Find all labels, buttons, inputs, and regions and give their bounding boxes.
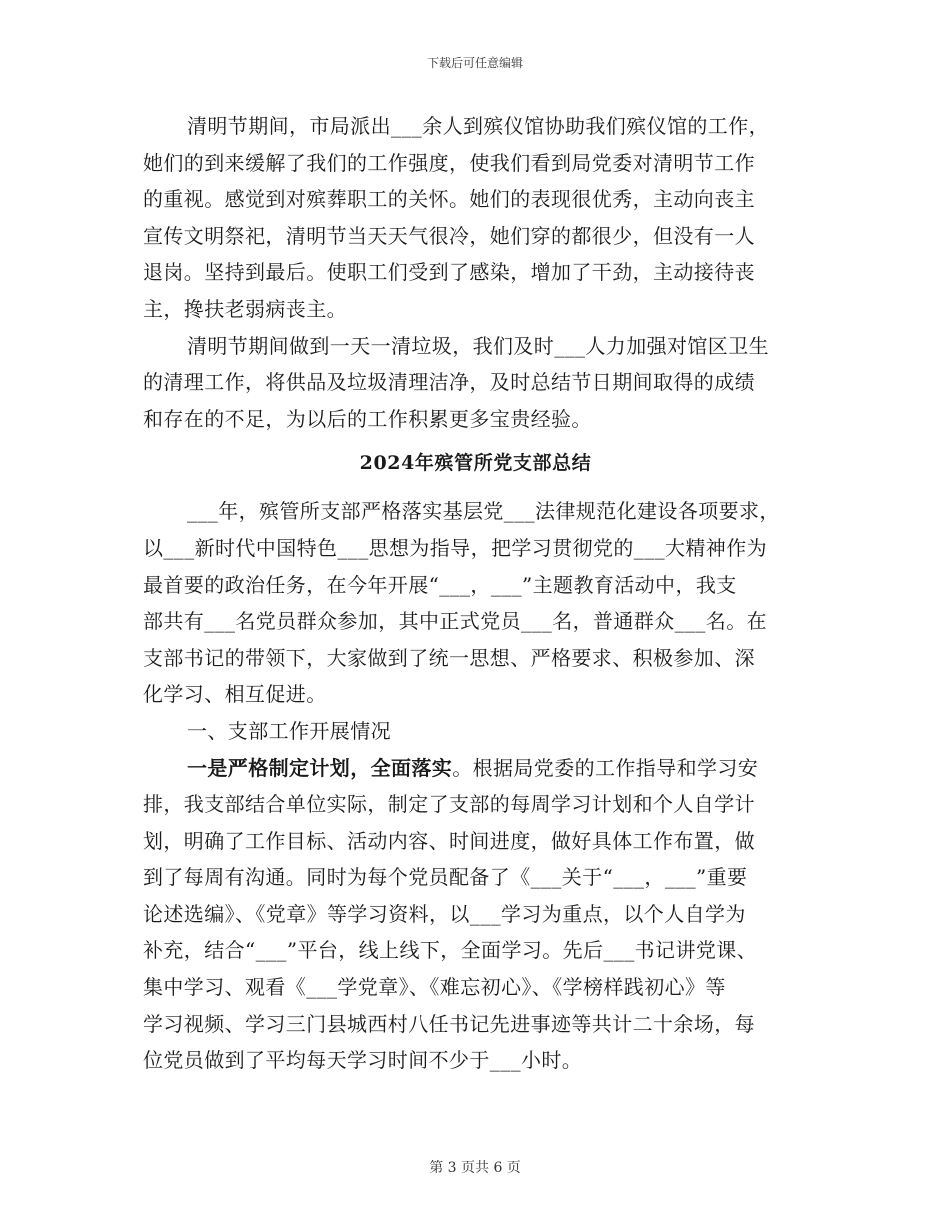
text-line: 的清理工作，将供品及垃圾清理洁净，及时总结节日期间取得的成绩 [143, 370, 755, 395]
text-line: 化学习、相互促进。 [143, 682, 327, 707]
page-footer: 第 3 页共 6 页 [429, 1160, 521, 1176]
paragraph-qingming-staff [143, 108, 808, 328]
document-title: 2024年殡管所党支部总结 [359, 452, 592, 475]
text-line: 论述选编》、《党章》等学习资料，以___学习为重点，以个人自学为 [143, 901, 746, 926]
point-lead-bold: 一是严格制定计划，全面落实 [187, 755, 453, 780]
text-line: 学习视频、学习三门县城西村八任书记先进事迹等共计二十余场，每 [143, 1011, 755, 1036]
spacer [143, 485, 808, 493]
text-line: 集中学习、观看《___学党章》、《难忘初心》、《学榜样践初心》等 [143, 975, 726, 1000]
text-line: 到了每周有沟通。同时为每个党员配备了《___关于“___，___”重要 [143, 865, 748, 890]
text-line: 支部书记的带领下，大家做到了统一思想、严格要求、积极参加、深 [143, 645, 755, 670]
text-line: ___年，殡管所支部严格落实基层党___法律规范化建设各项要求， [187, 499, 780, 524]
text-line: 排，我支部结合单位实际，制定了支部的每周学习计划和个人自学计 [143, 792, 755, 817]
text-line: 宣传文明祭祀，清明节当天天气很冷，她们穿的都很少，但没有一人 [143, 223, 755, 248]
section-heading: 一、支部工作开展情况 [187, 718, 391, 743]
text-line: 的重视。感觉到对殡葬职工的关怀。她们的表现很优秀，主动向丧主 [143, 187, 755, 212]
text-line: 部共有___名党员群众参加，其中正式党员___名，普通群众___名。在 [143, 609, 767, 634]
text-line: 补充，结合“___”平台，线上线下，全面学习。先后___书记讲党课、 [143, 938, 758, 963]
text-line: 退岗。坚持到最后。使职工们受到了感染，增加了干劲，主动接待丧 [143, 260, 755, 285]
text-line: 清明节期间，市局派出___余人到殡仪馆协助我们殡仪馆的工作， [187, 114, 769, 138]
text-line: 位党员做到了平均每天学习时间不少于___小时。 [143, 1048, 583, 1073]
text-line: 划，明确了工作目标、活动内容、时间进度，做好具体工作布置，做 [143, 828, 755, 853]
text-line: 以___新时代中国特色___思想为指导，把学习贯彻党的___大精神作为 [143, 535, 767, 560]
page-header: 下载后可任意编辑 [426, 56, 523, 70]
text-line: 清明节期间做到一天一清垃圾，我们及时___人力加强对馆区卫生 [187, 333, 769, 358]
paragraph-point-one [143, 750, 808, 1079]
text-line: 和存在的不足，为以后的工作积累更多宝贵经验。 [143, 406, 592, 431]
point-lead-rest: 。根据局党委的工作指导和学习安 [452, 755, 759, 780]
text-line [143, 750, 808, 787]
document-body [143, 108, 808, 1079]
paragraph-intro [143, 493, 808, 713]
paragraph-qingming-cleaning [143, 328, 808, 438]
text-line: 主，搀扶老弱病丧主。 [143, 296, 347, 321]
text-line: 最首要的政治任务，在今年开展“___，___”主题教育活动中，我支 [143, 572, 737, 597]
text-line: 她们的到来缓解了我们的工作强度，使我们看到局党委对清明节工作 [143, 150, 755, 175]
